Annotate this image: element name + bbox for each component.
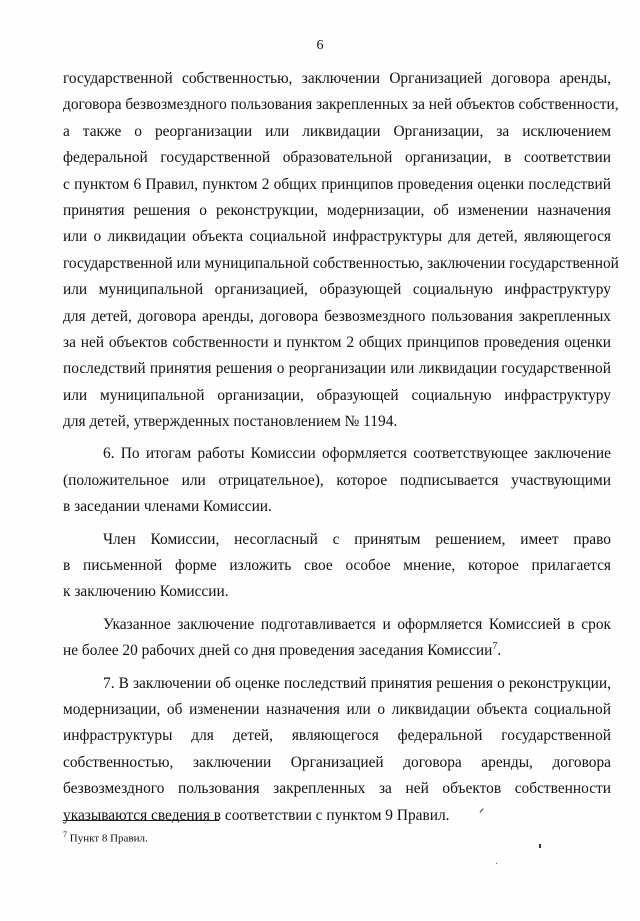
- text-line: принятия решения о реконструкции, модернизации, об изменении назначения: [63, 201, 611, 219]
- text-line: Член Комиссии, несогласный с принятым решением, имеет право: [103, 530, 611, 548]
- text-line: к заключению Комиссии.: [63, 583, 229, 601]
- text-line: 6. По итогам работы Комиссии оформляется соответствующее заключение: [103, 445, 611, 463]
- paragraph-item-7: [63, 671, 611, 829]
- text-line: модернизации, об изменении назначения или о ликвидации объекта социальной: [63, 700, 611, 718]
- text-line-body: не более 20 рабочих дней со дня проведения заседания Комиссии: [63, 642, 493, 660]
- text-line: договора безвозмездного пользования закрепленных за ней объектов собственности,: [63, 96, 619, 114]
- text-line: инфраструктуры для детей, являющегося федеральной государственной: [63, 727, 611, 745]
- text-line: в письменной форме изложить свое особое мнение, которое прилагается: [63, 557, 611, 575]
- paragraph-item-6: [63, 441, 611, 520]
- text-line: 7. В заключении об оценке последствий принятия решения о реконструкции,: [103, 674, 611, 692]
- paragraph-continuation: [63, 66, 619, 435]
- text-line: государственной собственностью, заключении Организацией договора аренды,: [63, 70, 611, 87]
- text-line: (положительное или отрицательное), которое подписывается участвующими: [63, 471, 611, 489]
- paragraph-deadline: [63, 612, 611, 665]
- text-line: Указанное заключение подготавливается и оформляется Комиссией в срок: [103, 615, 611, 633]
- text-line: в заседании членами Комиссии.: [63, 498, 272, 516]
- footnote-ref: 7: [492, 641, 498, 653]
- text-line: за ней объектов собственности и пунктом 2 общих принципов проведения оценки: [63, 333, 611, 351]
- text-line: указываются сведения в соответствии с пунктом 9 Правил.: [63, 806, 450, 824]
- text-line: а также о реорганизации или ликвидации Организации, за исключением: [63, 122, 611, 140]
- footnote-divider: [63, 820, 219, 821]
- footnote: [63, 828, 148, 846]
- text-line: безвозмездного пользования закрепленных за ней объектов собственности: [63, 780, 611, 798]
- footnote-text: Пункт 8 Правил.: [69, 832, 148, 845]
- scan-mark: [539, 844, 541, 848]
- paragraph-dissent: [63, 527, 611, 606]
- text-line: последствий принятия решения о реорганизации или ликвидации государственной: [63, 360, 611, 378]
- text-line: государственной или муниципальной собственностью, заключении государственной: [63, 254, 619, 272]
- text-line: или о ликвидации объекта социальной инфраструктуры для детей, являющегося: [63, 228, 611, 246]
- scan-mark: [496, 863, 497, 864]
- text-line: с пунктом 6 Правил, пунктом 2 общих принципов проведения оценки последствий: [63, 175, 611, 193]
- document-body: [63, 66, 619, 829]
- text-line: собственностью, заключении Организацией договора аренды, договора: [63, 753, 611, 771]
- footnote-number: 7: [63, 830, 67, 839]
- text-line: не более 20 рабочих дней со дня проведения заседания Комиссии$^7$.: [63, 641, 502, 660]
- page-number: 6: [316, 38, 324, 53]
- text-line: или муниципальной организации, образующей социальную инфраструктуру: [63, 386, 611, 404]
- text-line: для детей, договора аренды, договора безвозмездного пользования закрепленных: [63, 307, 611, 325]
- text-line: или муниципальной организацией, образующей социальную инфраструктуру: [63, 281, 611, 299]
- text-line: федеральной государственной образовательной организации, в соответствии: [63, 149, 611, 167]
- text-line: для детей, утвержденных постановлением № 1194.: [63, 413, 398, 431]
